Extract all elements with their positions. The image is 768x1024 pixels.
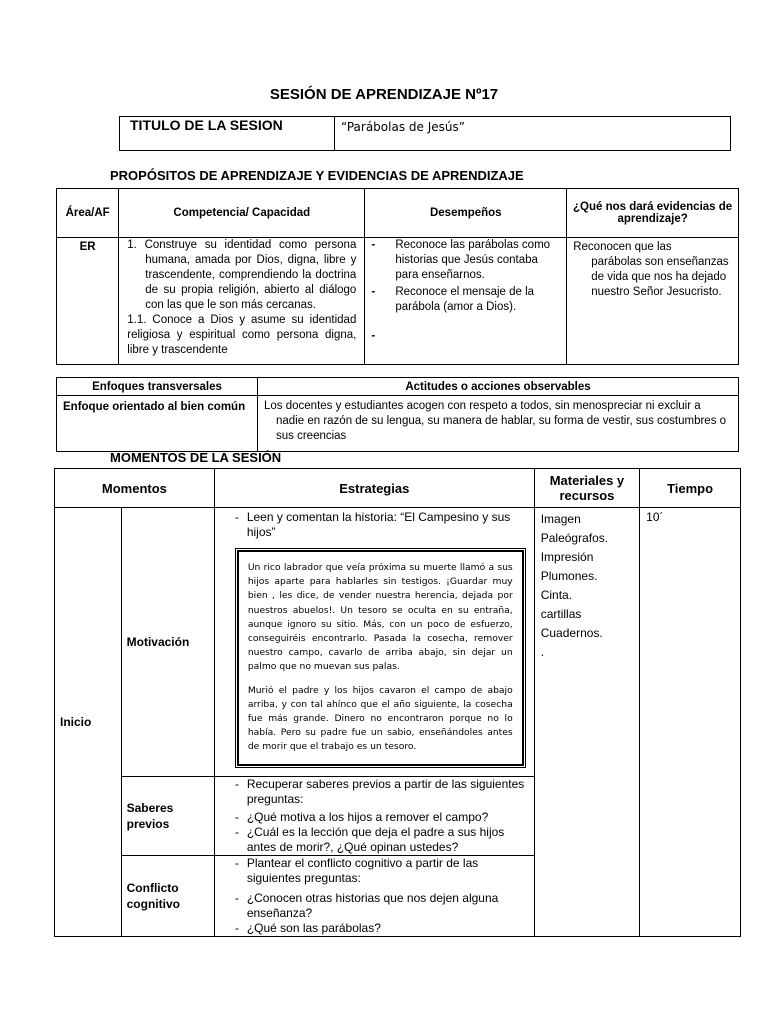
bullet-dash: -	[371, 239, 376, 251]
enfoques-header-right: Actitudes o acciones observables	[258, 378, 739, 396]
saberes-strategy	[214, 776, 534, 855]
area-value: ER	[57, 238, 119, 365]
time-cell: 10´	[640, 508, 741, 937]
purposes-table	[56, 188, 739, 365]
material-item: cartillas	[540, 607, 582, 621]
competencia-item-2: 1.1. Conoce a Dios y asume su identidad religiosa y espiritual como persona digna, libre y trascendente	[127, 314, 357, 356]
material-item: Imagen	[540, 512, 581, 526]
bullet-dash: -	[234, 920, 239, 935]
enfoque-name: Enfoque orientado al bien común	[57, 396, 258, 452]
saberes-question-1: ¿Qué motiva a los hijos a remover el campo?	[246, 809, 489, 824]
evidencia-cell	[567, 238, 739, 365]
header-tiempo: Tiempo	[640, 469, 741, 508]
header-competencia: Competencia/ Capacidad	[119, 189, 365, 238]
competencia-cell	[119, 238, 365, 365]
material-item: Cinta.	[540, 588, 573, 602]
competencia-item-1: 1. Construye su identidad como persona humana, amada por Dios, digna, libre y trascendente, comprendiendo la doctrina de su propia religión, abierto al diálogo con las que le son más cercanas.	[127, 239, 357, 311]
conflicto-line: Plantear el conflicto cognitivo a partir de las siguientes preguntas:	[246, 855, 479, 885]
enfoque-actions	[258, 396, 739, 452]
material-item: Impresión	[540, 550, 594, 564]
saberes-question-2: ¿Cuál es la lección que deja el padre a sus hijos antes de morir?, ¿Qué opinan ustedes?	[246, 824, 505, 854]
purposes-heading: PROPÓSITOS DE APRENDIZAJE Y EVIDENCIAS DE APRENDIZAJE	[110, 168, 524, 183]
motivacion-strategy	[214, 508, 534, 777]
conflicto-question-2: ¿Qué son las parábolas?	[246, 920, 381, 935]
session-title-label: TITULO DE LA SESION	[120, 117, 335, 151]
motivacion-line: Leen y comentan la historia: “El Campesino y sus hijos”	[246, 510, 511, 539]
conflicto-strategy	[214, 855, 534, 936]
moments-heading: MOMENTOS DE LA SESIÓN	[110, 450, 282, 465]
materials-cell	[534, 508, 639, 937]
moment-saberes: Saberes previos	[121, 776, 214, 855]
bullet-dash: -	[371, 286, 376, 298]
material-item: Paleógrafos.	[540, 531, 609, 545]
bullet-dash: -	[234, 890, 239, 905]
material-item: .	[540, 645, 545, 659]
bullet-dash: -	[234, 776, 239, 791]
bullet-dash: -	[234, 809, 239, 824]
conflicto-question-1: ¿Conocen otras historias que nos dejen alguna enseñanza?	[246, 890, 499, 920]
bullet-dash: -	[234, 855, 239, 870]
enfoque-actions-text: Los docentes y estudiantes acogen con respeto a todos, sin menospreciar ni excluir a nadie en razón de su lengua, su manera de hablar, su forma de vestir, sus costumbres o sus creencias	[264, 400, 727, 442]
enfoques-header-left: Enfoques transversales	[57, 378, 258, 396]
bullet-dash: -	[371, 330, 376, 342]
bullet-dash: -	[234, 510, 239, 524]
header-momentos: Momentos	[55, 469, 215, 508]
header-area: Área/AF	[57, 189, 119, 238]
saberes-line: Recuperar saberes previos a partir de las siguientes preguntas:	[246, 776, 525, 806]
story-box	[235, 548, 526, 768]
moment-motivacion: Motivación	[121, 508, 214, 777]
phase-inicio: Inicio	[55, 508, 122, 937]
session-title-value: “Parábolas de Jesús”	[335, 117, 731, 151]
bullet-dash: -	[234, 824, 239, 839]
evidencia-line-1: Reconocen que las	[573, 241, 672, 253]
header-materiales: Materiales y recursos	[534, 469, 639, 508]
story-paragraph-2: Murió el padre y los hijos cavaron el campo de abajo arriba, y con tal ahínco que el año siguiente, la cosecha fue más grande. Dinero no encontraron porque no lo había. Pero su padre fue un sabio, enseñándoles antes de morir que el trabajo es un tesoro.	[247, 684, 513, 753]
header-estrategias: Estrategias	[214, 469, 534, 508]
material-item: Cuadernos.	[540, 626, 603, 640]
desempenos-cell	[365, 238, 567, 365]
moments-table	[54, 468, 741, 937]
header-desempenos: Desempeños	[365, 189, 567, 238]
evidencia-line-2: parábolas son enseñanzas de vida que nos ha dejado nuestro Señor Jesucristo.	[591, 256, 729, 298]
moment-conflicto: Conflicto cognitivo	[121, 855, 214, 936]
story-paragraph-1: Un rico labrador que veía próxima su muerte llamó a sus hijos aparte para hablarles sin testigos. ¡Guardar muy bien , les dice, de vender nuestra herencia, dejada por nuestros abuelos!. Un tesoro se oculta en su entraña, aunque ignoro su sitio. Más, con un poco de esfuerzo, conseguiréis encontrarlo. Pasada la cosecha, remover nuestro campo, cavarlo de arriba abajo, sin dejar un palmo que no muevan sus palas.	[247, 562, 513, 673]
material-item: Plumones.	[540, 569, 598, 583]
session-title-table	[119, 116, 731, 151]
document-title: SESIÓN DE APRENDIZAJE Nº17	[269, 86, 499, 103]
desempeno-1: Reconoce las parábolas como historias que Jesús contaba para enseñarnos.	[395, 239, 551, 281]
desempeno-2: Reconoce el mensaje de la parábola (amor a Dios).	[395, 286, 535, 313]
enfoques-table	[56, 377, 739, 452]
header-evidencia: ¿Qué nos dará evidencias de aprendizaje?	[567, 189, 739, 238]
